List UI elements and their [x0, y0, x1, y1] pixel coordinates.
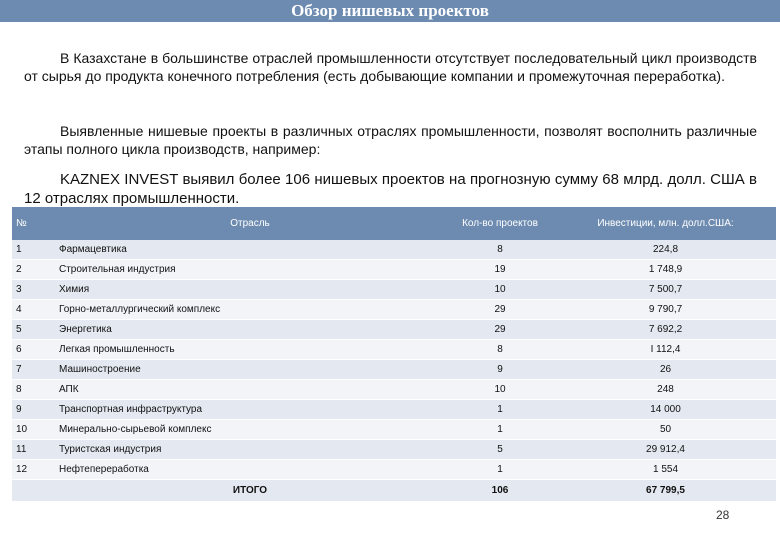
row-count: 29 [445, 320, 555, 340]
header-sector: Отрасль [55, 207, 445, 240]
slide-title: Обзор нишевых проектов [0, 0, 780, 22]
row-sector: Фармацевтика [55, 240, 445, 260]
row-sector: Строительная индустрия [55, 260, 445, 280]
row-investment: 1 554 [555, 460, 776, 480]
row-count: 10 [445, 280, 555, 300]
row-num: 10 [12, 420, 55, 440]
row-sector: Энергетика [55, 320, 445, 340]
row-num: 11 [12, 440, 55, 460]
row-num: 12 [12, 460, 55, 480]
row-investment: 224,8 [555, 240, 776, 260]
row-num: 4 [12, 300, 55, 320]
row-investment: 26 [555, 360, 776, 380]
row-investment: 7 692,2 [555, 320, 776, 340]
table-row [12, 420, 776, 440]
row-sector: Туристская индустрия [55, 440, 445, 460]
table-row [12, 380, 776, 400]
row-sector: Горно-металлургический комплекс [55, 300, 445, 320]
row-count: 1 [445, 460, 555, 480]
row-investment: 29 912,4 [555, 440, 776, 460]
row-sector: Нефтепереработка [55, 460, 445, 480]
paragraph-kaznex: KAZNEX INVEST выявил более 106 нишевых проектов на прогнозную сумму 68 млрд. долл. США в 12 отраслях промышленности. [24, 171, 757, 207]
row-sector: Минерально-сырьевой комплекс [55, 420, 445, 440]
header-investment: Инвестиции, млн. долл.США: [555, 207, 776, 240]
paragraph-niche-projects: Выявленные нишевые проекты в различных отраслях промышленности, позволят восполнить различные этапы полного цикла производств, например: [24, 123, 757, 157]
row-count: 29 [445, 300, 555, 320]
table-row [12, 300, 776, 320]
total-count: 106 [445, 480, 555, 502]
row-investment: 248 [555, 380, 776, 400]
row-count: 9 [445, 360, 555, 380]
row-num: 6 [12, 340, 55, 360]
row-investment: 1 748,9 [555, 260, 776, 280]
niche-projects-table [12, 207, 776, 502]
row-investment: 9 790,7 [555, 300, 776, 320]
row-sector: АПК [55, 380, 445, 400]
header-num: № [12, 207, 55, 240]
row-num: 1 [12, 240, 55, 260]
table-row [12, 400, 776, 420]
table-row [12, 240, 776, 260]
row-sector: Машиностроение [55, 360, 445, 380]
row-num: 7 [12, 360, 55, 380]
row-sector: Легкая промышленность [55, 340, 445, 360]
row-count: 1 [445, 420, 555, 440]
row-num: 9 [12, 400, 55, 420]
total-investment: 67 799,5 [555, 480, 776, 502]
table-header-row [12, 207, 776, 240]
row-num: 5 [12, 320, 55, 340]
table-row [12, 460, 776, 480]
table-row [12, 320, 776, 340]
row-num: 8 [12, 380, 55, 400]
paragraph-intro: В Казахстане в большинстве отраслей промышленности отсутствует последовательный цикл производств от сырья до продукта конечного потребления (есть добывающие компании и промежуточная переработка). [24, 50, 757, 84]
row-sector: Химия [55, 280, 445, 300]
row-investment: 50 [555, 420, 776, 440]
table-row [12, 260, 776, 280]
row-count: 8 [445, 240, 555, 260]
row-investment: 14 000 [555, 400, 776, 420]
row-count: 19 [445, 260, 555, 280]
row-investment: 7 500,7 [555, 280, 776, 300]
table-row [12, 360, 776, 380]
row-num: 3 [12, 280, 55, 300]
row-sector: Транспортная инфраструктура [55, 400, 445, 420]
table-row [12, 280, 776, 300]
header-count: Кол-во проектов [445, 207, 555, 240]
row-count: 5 [445, 440, 555, 460]
row-num: 2 [12, 260, 55, 280]
table-row [12, 340, 776, 360]
table-row [12, 440, 776, 460]
row-count: 1 [445, 400, 555, 420]
table-total-row [12, 480, 776, 502]
total-label: ИТОГО [55, 480, 445, 502]
row-count: 10 [445, 380, 555, 400]
page-number: 28 [716, 508, 730, 522]
row-investment: I 112,4 [555, 340, 776, 360]
row-count: 8 [445, 340, 555, 360]
